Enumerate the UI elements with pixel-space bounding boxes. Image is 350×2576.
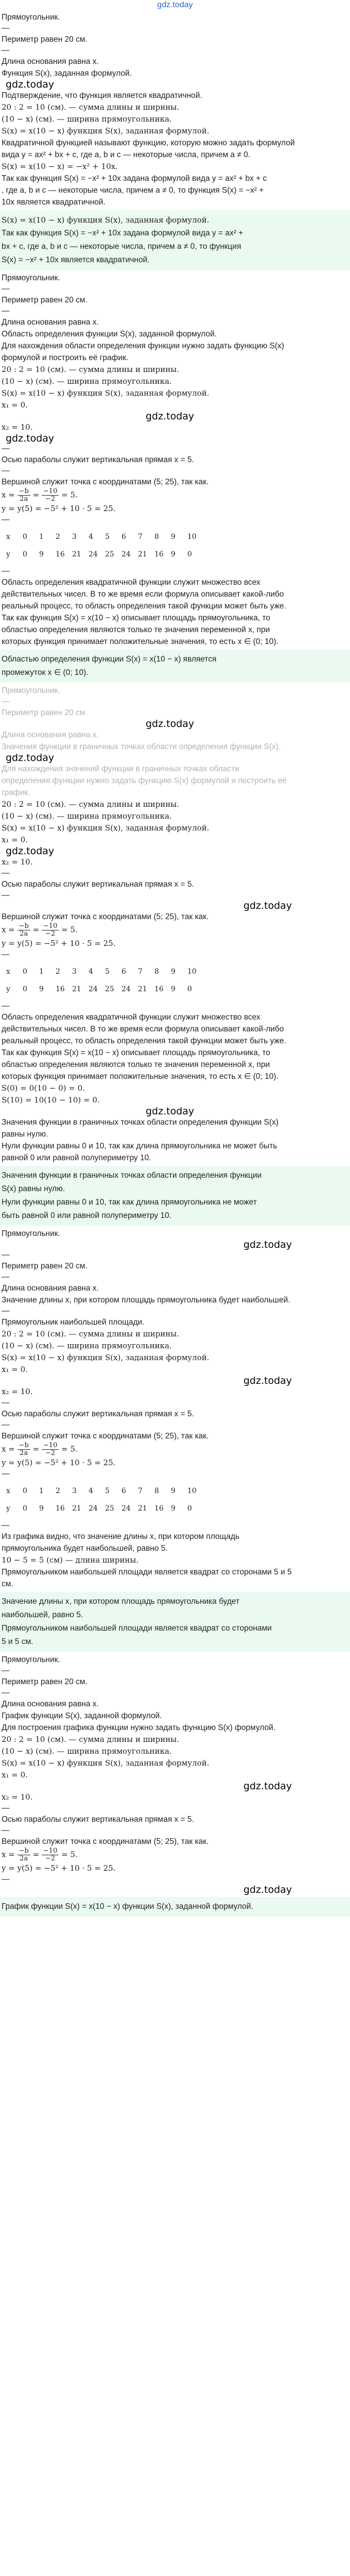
table-cell: 16 bbox=[56, 1504, 65, 1513]
values-table bbox=[6, 1482, 203, 1517]
text-line: Прямоугольник. bbox=[2, 13, 60, 22]
table-cell: 1 bbox=[39, 1487, 44, 1495]
answer-line: S(x) = −x² + 10x является квадратичной. bbox=[2, 256, 150, 264]
dash-separator: — bbox=[2, 466, 10, 475]
math-line: y = y(5) = −5² + 10 · 5 = 25. bbox=[2, 504, 116, 513]
table-cell: 21 bbox=[72, 1504, 81, 1513]
watermark: gdz.today bbox=[6, 845, 55, 857]
text-line: Осью параболы служит вертикальная прямая x = 5. bbox=[2, 1410, 194, 1418]
table-cell: 1 bbox=[39, 968, 44, 976]
table-cell: 0 bbox=[23, 1504, 27, 1513]
formula-part: = bbox=[30, 490, 42, 500]
fraction-numerator: −b bbox=[18, 488, 30, 496]
dash-separator: — bbox=[2, 1875, 10, 1884]
dash-separator: — bbox=[2, 1002, 10, 1010]
table-cell: 16 bbox=[154, 550, 164, 558]
table-cell: 0 bbox=[23, 550, 27, 558]
text-line: определения функции нужно задать функцию S(x) формулой и построить её bbox=[2, 776, 287, 785]
table-cell: 9 bbox=[171, 1504, 176, 1513]
text-line: Осью параболы служит вертикальная прямая x = 5. bbox=[2, 880, 194, 889]
text-line: Область определения квадратичной функции служит множество всех bbox=[2, 578, 260, 587]
text-line: вида y = ax² + bx + c, где a, b и c — некоторые числа, причем a ≠ 0. bbox=[2, 150, 251, 159]
table-cell: 3 bbox=[72, 968, 77, 976]
math-line: (10 − x) (см). — ширина прямоугольника. bbox=[2, 1341, 172, 1350]
table-cell: 0 bbox=[187, 550, 192, 558]
answer-box bbox=[0, 1592, 350, 1652]
text-line: 10x является квадратичной. bbox=[2, 198, 106, 207]
watermark: gdz.today bbox=[243, 1884, 292, 1895]
table-cell: y bbox=[6, 985, 10, 993]
table-row bbox=[6, 963, 203, 980]
text-line: действительных чисел. В то же время если формула описывает какой-либо bbox=[2, 1025, 284, 1033]
text-line: реальный процесс, то область определения такой функции может быть уже. bbox=[2, 602, 286, 611]
table-cell: 5 bbox=[105, 1487, 110, 1495]
table-cell: 9 bbox=[171, 968, 176, 976]
fraction bbox=[42, 488, 59, 503]
table-cell: y bbox=[6, 1504, 10, 1513]
table-cell: y bbox=[6, 550, 10, 558]
values-table bbox=[6, 528, 203, 563]
text-line: формулой и построить её график. bbox=[2, 353, 129, 362]
watermark: gdz.today bbox=[6, 752, 55, 764]
text-line: прямоугольника будет наибольшей, равно 5. bbox=[2, 1544, 168, 1553]
dash-separator: — bbox=[2, 567, 10, 575]
table-cell: 9 bbox=[171, 985, 176, 993]
formula-part: = 5. bbox=[59, 490, 78, 500]
text-line: Осью параболы служит вертикальная прямая x = 5. bbox=[2, 1815, 194, 1824]
table-cell: 9 bbox=[39, 985, 44, 993]
table-cell: 21 bbox=[72, 985, 81, 993]
formula-part: = 5. bbox=[59, 925, 78, 935]
table-cell: 5 bbox=[105, 533, 110, 541]
table-cell: 2 bbox=[56, 533, 60, 541]
top-bar bbox=[0, 0, 350, 11]
text-line: Из графика видно, что значение длины x, при котором площадь bbox=[2, 1532, 240, 1541]
fraction-numerator: −10 bbox=[42, 1848, 59, 1855]
text-line: Вершиной служит точка с координатами (5; 25), так как. bbox=[2, 478, 209, 486]
answer-line: Прямоугольником наибольшей площади является квадрат со сторонами bbox=[2, 1624, 272, 1633]
dash-separator: — bbox=[2, 950, 10, 959]
fraction-denominator: −2 bbox=[45, 1855, 56, 1862]
math-line: (10 − x) (см). — ширина прямоугольника. bbox=[2, 1747, 172, 1756]
fraction-denominator: −2 bbox=[45, 495, 56, 503]
table-row bbox=[6, 546, 203, 563]
dash-separator: — bbox=[2, 1398, 10, 1407]
table-row bbox=[6, 980, 203, 998]
text-line: Периметр равен 20 см. bbox=[2, 296, 87, 304]
table-cell: 21 bbox=[138, 985, 147, 993]
fraction bbox=[42, 1848, 59, 1862]
fraction bbox=[18, 1442, 30, 1457]
table-cell: 7 bbox=[138, 1487, 143, 1495]
text-line: Длина основания равна x. bbox=[2, 318, 99, 327]
fraction-denominator: 2a bbox=[20, 495, 28, 503]
text-line: действительных чисел. В то же время если формула описывает какой-либо bbox=[2, 590, 284, 599]
table-cell: 5 bbox=[105, 968, 110, 976]
answer-line: Значения функции в граничных точках области определения функции bbox=[2, 1171, 262, 1180]
table-row bbox=[6, 528, 203, 546]
answer-line: S(x) = x(10 − x) функция S(x), заданная формулой. bbox=[2, 215, 209, 225]
text-line: равной 0 или равной полупериметру 10. bbox=[2, 1154, 151, 1162]
text-line: Длина основания равна x. bbox=[2, 57, 99, 66]
table-cell: 24 bbox=[89, 1504, 98, 1513]
table-cell: 7 bbox=[138, 968, 143, 976]
math-line: 10 − 5 = 5 (см) — длина ширины. bbox=[2, 1555, 139, 1565]
answer-line: 5 и 5 см. bbox=[2, 1637, 33, 1646]
table-cell: 9 bbox=[171, 533, 176, 541]
text-line: Для нахождения области определения функции нужно задать функцию S(x) bbox=[2, 342, 284, 350]
dash-separator: — bbox=[2, 515, 10, 524]
math-line: S(x) = x(10 − x) функция S(x), заданная формулой. bbox=[2, 1758, 209, 1768]
table-cell: 21 bbox=[138, 1504, 147, 1513]
watermark: gdz.today bbox=[6, 79, 55, 90]
values-table bbox=[6, 963, 203, 998]
dash-separator: — bbox=[2, 1688, 10, 1697]
table-cell: 10 bbox=[187, 968, 197, 976]
table-cell: 24 bbox=[89, 550, 98, 558]
text-line: Так как функция S(x) = x(10 − x) описывает площадь прямоугольника, то bbox=[2, 614, 271, 622]
text-line: Периметр равен 20 см. bbox=[2, 708, 87, 717]
math-line: x₂ = 10. bbox=[2, 1387, 33, 1396]
table-cell: 0 bbox=[187, 1504, 192, 1513]
fraction-denominator: −2 bbox=[45, 930, 56, 938]
math-line: S(x) = x(10 − x) функция S(x), заданная формулой. bbox=[2, 388, 209, 398]
table-cell: 6 bbox=[121, 1487, 126, 1495]
dash-separator: — bbox=[2, 1250, 10, 1259]
text-line: равны нулю. bbox=[2, 1130, 48, 1139]
answer-line: промежуток x ∈ (0; 10). bbox=[2, 668, 89, 677]
answer-line: быть равной 0 или равной полупериметру 10. bbox=[2, 1211, 172, 1220]
answer-line: Нули функции равны 0 и 10, так как длина прямоугольника не может bbox=[2, 1198, 257, 1207]
dash-separator: — bbox=[2, 891, 10, 900]
answer-line: наибольшей, равно 5. bbox=[2, 1611, 83, 1619]
math-line: x₂ = 10. bbox=[2, 857, 33, 867]
text-line: Область определения функции S(x), заданной формулой. bbox=[2, 330, 217, 338]
watermark: gdz.today bbox=[243, 900, 292, 911]
text-line: Так как функция S(x) = x(10 − x) описывает площадь прямоугольника, то bbox=[2, 1048, 271, 1057]
table-row bbox=[6, 1482, 203, 1500]
text-line: Прямоугольник. bbox=[2, 274, 60, 282]
table-cell: 21 bbox=[72, 550, 81, 558]
table-cell: 3 bbox=[72, 533, 77, 541]
text-line: Для построения графика функции нужно задать функцию S(x) формулой. bbox=[2, 1723, 276, 1732]
table-cell: 16 bbox=[56, 985, 65, 993]
table-cell: x bbox=[6, 533, 10, 541]
table-cell: 0 bbox=[187, 985, 192, 993]
text-line: Вершиной служит точка с координатами (5; 25), так как. bbox=[2, 912, 209, 921]
text-line: Подтверждение, что функция является квадратичной. bbox=[2, 91, 202, 100]
table-cell: 8 bbox=[154, 533, 159, 541]
math-line: y = y(5) = −5² + 10 · 5 = 25. bbox=[2, 939, 116, 948]
text-line: Прямоугольник. bbox=[2, 1229, 60, 1238]
formula-part: = 5. bbox=[59, 1850, 78, 1859]
fraction bbox=[18, 1848, 30, 1862]
math-line: 20 : 2 = 10 (см). — сумма длины и ширины. bbox=[2, 1735, 180, 1744]
math-line: x₁ = 0. bbox=[2, 400, 28, 410]
dash-separator: — bbox=[2, 307, 10, 315]
faded-block bbox=[2, 729, 348, 753]
dash-separator: — bbox=[2, 1804, 10, 1812]
vertex-formula bbox=[2, 488, 348, 503]
math-line: 20 : 2 = 10 (см). — сумма длины и ширины. bbox=[2, 103, 180, 112]
answer-box bbox=[0, 650, 350, 683]
table-cell: 6 bbox=[121, 968, 126, 976]
fraction-denominator: −2 bbox=[45, 1449, 56, 1457]
answer-line: График функции S(x) = x(10 − x) функции S(x), заданной формулой. bbox=[2, 1902, 253, 1911]
table-cell: 10 bbox=[187, 533, 197, 541]
text-line: Значения функции в граничных точках области определения функции S(x) bbox=[2, 1118, 279, 1127]
table-cell: 1 bbox=[39, 533, 44, 541]
text-line: Вершиной служит точка с координатами (5; 25), так как. bbox=[2, 1432, 209, 1440]
watermark: gdz.today bbox=[243, 1239, 292, 1250]
text-line: Периметр равен 20 см. bbox=[2, 1677, 87, 1686]
text-line: , где a, b и c — некоторые числа, причем a ≠ 0, то функция S(x) = −x² + bbox=[2, 186, 264, 195]
math-line: S(x) = x(10 − x) = −x² + 10x. bbox=[2, 162, 118, 171]
math-line: S(10) = 10(10 − 10) = 0. bbox=[2, 1095, 100, 1105]
text-line: областью определения являются только те значения переменной x, при bbox=[2, 625, 270, 634]
watermark: gdz.today bbox=[146, 411, 195, 422]
table-cell: 2 bbox=[56, 1487, 60, 1495]
answer-line: S(x) равны нулю. bbox=[2, 1184, 65, 1193]
table-cell: x bbox=[6, 968, 10, 976]
formula-part: x = bbox=[2, 1444, 18, 1454]
table-cell: 4 bbox=[89, 533, 93, 541]
dash-separator: — bbox=[2, 1420, 10, 1429]
vertex-formula bbox=[2, 1848, 348, 1862]
text-line: Прямоугольник. bbox=[2, 1655, 60, 1664]
fraction-numerator: −b bbox=[18, 1848, 30, 1855]
text-line: график. bbox=[2, 788, 30, 797]
table-cell: 9 bbox=[171, 550, 176, 558]
table-cell: x bbox=[6, 1487, 10, 1495]
text-line: см. bbox=[2, 1580, 13, 1588]
watermark: gdz.today bbox=[146, 718, 195, 730]
text-line: Длина основания равна x. bbox=[2, 1700, 99, 1708]
dash-separator: — bbox=[2, 1307, 10, 1315]
fraction-denominator: 2a bbox=[20, 1855, 28, 1862]
dash-separator: — bbox=[2, 1521, 10, 1530]
table-cell: 2 bbox=[56, 968, 60, 976]
text-line: которых функция принимает положительные значения, то есть x ∈ (0; 10). bbox=[2, 637, 278, 646]
table-cell: 25 bbox=[105, 985, 114, 993]
fraction bbox=[18, 923, 30, 938]
table-cell: 7 bbox=[138, 533, 143, 541]
table-cell: 8 bbox=[154, 968, 159, 976]
text-line: Значение длины x, при котором площадь прямоугольника будет наибольшей. bbox=[2, 1296, 290, 1304]
vertex-formula bbox=[2, 923, 348, 938]
answer-box bbox=[0, 1897, 350, 1917]
solution-content bbox=[0, 11, 350, 1917]
fraction bbox=[42, 1442, 59, 1457]
text-line: областью определения являются только те значения переменной x, при bbox=[2, 1060, 270, 1069]
dash-separator: — bbox=[2, 1666, 10, 1675]
fraction bbox=[42, 923, 59, 938]
math-line: 20 : 2 = 10 (см). — сумма длины и ширины. bbox=[2, 800, 180, 809]
dash-separator: — bbox=[2, 1273, 10, 1281]
fraction-numerator: −10 bbox=[42, 1442, 59, 1450]
formula-part: = bbox=[30, 925, 42, 935]
answer-line: Так как функция S(x) = −x² + 10x задана формулой вида y = ax² + bbox=[2, 229, 243, 238]
faded-block bbox=[2, 763, 348, 799]
text-line: Прямоугольником наибольшей площади является квадрат со сторонами 5 и 5 bbox=[2, 1568, 292, 1577]
table-cell: 9 bbox=[39, 550, 44, 558]
text-line: Длина основания равна x. bbox=[2, 1284, 99, 1293]
math-line: 20 : 2 = 10 (см). — сумма длины и ширины. bbox=[2, 1329, 180, 1338]
table-cell: 24 bbox=[121, 985, 131, 993]
text-line: Осью параболы служит вертикальная прямая x = 5. bbox=[2, 455, 194, 464]
text-line: Так как функция S(x) = −x² + 10x задана формулой вида y = ax² + bx + c bbox=[2, 174, 267, 183]
table-cell: 3 bbox=[72, 1487, 77, 1495]
answer-box bbox=[0, 1166, 350, 1226]
table-cell: 6 bbox=[121, 533, 126, 541]
math-line: (10 − x) (см). — ширина прямоугольника. bbox=[2, 114, 172, 124]
text-line: Прямоугольник. bbox=[2, 686, 60, 695]
table-cell: 4 bbox=[89, 1487, 93, 1495]
text-line: Квадратичной функцией называют функцию, которую можно задать формулой bbox=[2, 139, 295, 147]
math-line: S(x) = x(10 − x) функция S(x), заданная формулой. bbox=[2, 823, 209, 833]
text-line: Прямоугольник наибольшей площади. bbox=[2, 1318, 145, 1327]
fraction-numerator: −10 bbox=[42, 923, 59, 930]
table-cell: 24 bbox=[121, 550, 131, 558]
table-cell: 16 bbox=[154, 985, 164, 993]
answer-box bbox=[0, 210, 350, 270]
site-link[interactable]: gdz.today bbox=[157, 1, 193, 9]
table-cell: 16 bbox=[56, 550, 65, 558]
watermark: gdz.today bbox=[6, 433, 55, 444]
text-line: Периметр равен 20 см. bbox=[2, 35, 87, 44]
answer-line: Областью определения функции S(x) = x(10 − x) является bbox=[2, 655, 217, 664]
watermark: gdz.today bbox=[146, 1106, 195, 1117]
dash-separator: — bbox=[2, 444, 10, 453]
table-cell: 0 bbox=[23, 985, 27, 993]
text-line: Для нахождения значений функции в граничных точках области bbox=[2, 765, 239, 773]
dash-separator: — bbox=[2, 1826, 10, 1835]
math-line: x₂ = 10. bbox=[2, 422, 33, 432]
table-cell: 16 bbox=[154, 1504, 164, 1513]
dash-separator: — bbox=[2, 697, 10, 706]
dash-separator: — bbox=[2, 869, 10, 877]
math-line: x₁ = 0. bbox=[2, 835, 28, 844]
answer-line: bx + c, где a, b и c — некоторые числа, причем a ≠ 0, то функция bbox=[2, 242, 241, 251]
text-line: реальный процесс, то область определения такой функции может быть уже. bbox=[2, 1037, 286, 1045]
math-line: y = y(5) = −5² + 10 · 5 = 25. bbox=[2, 1458, 116, 1467]
fraction-numerator: −10 bbox=[42, 488, 59, 496]
math-line: y = y(5) = −5² + 10 · 5 = 25. bbox=[2, 1863, 116, 1873]
table-cell: 24 bbox=[89, 985, 98, 993]
text-line: Область определения квадратичной функции служит множество всех bbox=[2, 1013, 260, 1022]
formula-part: = bbox=[30, 1850, 42, 1859]
watermark: gdz.today bbox=[243, 1375, 292, 1386]
math-line: (10 − x) (см). — ширина прямоугольника. bbox=[2, 811, 172, 821]
table-cell: 9 bbox=[39, 1504, 44, 1513]
math-line: x₂ = 10. bbox=[2, 1792, 33, 1802]
math-line: 20 : 2 = 10 (см). — сумма длины и ширины. bbox=[2, 365, 180, 374]
dash-separator: — bbox=[2, 284, 10, 293]
formula-part: x = bbox=[2, 1850, 18, 1859]
math-line: x₁ = 0. bbox=[2, 1770, 28, 1780]
dash-separator: — bbox=[2, 46, 10, 55]
formula-part: x = bbox=[2, 925, 18, 935]
table-row bbox=[6, 1500, 203, 1517]
table-cell: 0 bbox=[23, 1487, 27, 1495]
fraction-numerator: −b bbox=[18, 923, 30, 930]
faded-block bbox=[2, 685, 348, 719]
table-cell: 25 bbox=[105, 1504, 114, 1513]
math-line: S(0) = 0(10 − 0) = 0. bbox=[2, 1083, 85, 1093]
table-cell: 24 bbox=[121, 1504, 131, 1513]
dash-separator: — bbox=[2, 24, 10, 32]
formula-part: x = bbox=[2, 490, 18, 500]
dash-separator: — bbox=[2, 1469, 10, 1478]
fraction-numerator: −b bbox=[18, 1442, 30, 1450]
math-line: x₁ = 0. bbox=[2, 1365, 28, 1374]
answer-line: Значение длины x, при котором площадь прямоугольника будет bbox=[2, 1597, 240, 1606]
fraction bbox=[18, 488, 30, 503]
text-line: которых функция принимает положительные значения, то есть x ∈ (0; 10). bbox=[2, 1072, 278, 1081]
table-cell: 21 bbox=[138, 550, 147, 558]
text-line: Вершиной служит точка с координатами (5; 25), так как. bbox=[2, 1837, 209, 1846]
formula-part: = bbox=[30, 1444, 42, 1454]
math-line: (10 − x) (см). — ширина прямоугольника. bbox=[2, 377, 172, 386]
table-cell: 0 bbox=[23, 533, 27, 541]
vertex-formula bbox=[2, 1442, 348, 1457]
text-line: Периметр равен 20 см. bbox=[2, 1262, 87, 1270]
text-line: Функция S(x), заданная формулой. bbox=[2, 69, 132, 78]
fraction-denominator: 2a bbox=[20, 1449, 28, 1457]
math-line: S(x) = x(10 − x) функция S(x), заданная формулой. bbox=[2, 126, 209, 135]
fraction-denominator: 2a bbox=[20, 930, 28, 938]
formula-part: = 5. bbox=[59, 1444, 78, 1454]
watermark: gdz.today bbox=[243, 1781, 292, 1792]
table-cell: 8 bbox=[154, 1487, 159, 1495]
text-line: Длина основания равна x. bbox=[2, 731, 99, 739]
table-cell: 4 bbox=[89, 968, 93, 976]
table-cell: 0 bbox=[23, 968, 27, 976]
table-cell: 25 bbox=[105, 550, 114, 558]
text-line: Значения функции в граничных точках области определения функции S(x). bbox=[2, 742, 281, 751]
table-cell: 10 bbox=[187, 1487, 197, 1495]
text-line: График функции S(x), заданной формулой. bbox=[2, 1711, 162, 1720]
math-line: S(x) = x(10 − x) функция S(x), заданная формулой. bbox=[2, 1353, 209, 1362]
text-line: Нули функции равны 0 и 10, так как длина прямоугольника не может быть bbox=[2, 1142, 277, 1150]
table-cell: 9 bbox=[171, 1487, 176, 1495]
